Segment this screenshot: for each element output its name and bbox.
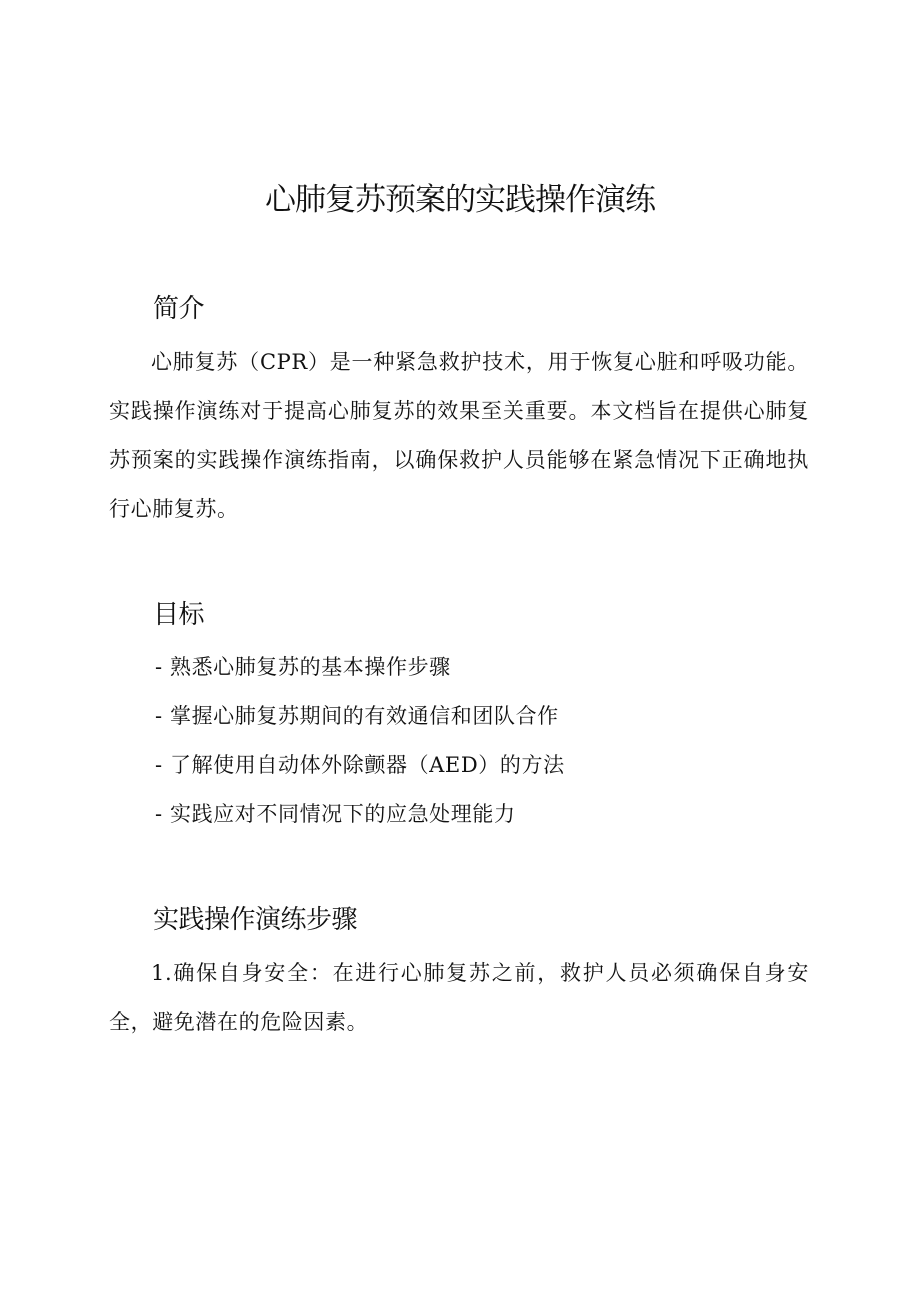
document-title: 心肺复苏预案的实践操作演练 <box>265 182 655 218</box>
list-item: - 掌握心肺复苏期间的有效通信和团队合作 <box>155 704 559 728</box>
section-heading-goals: 目标 <box>153 600 205 630</box>
intro-paragraph: 心肺复苏（CPR）是一种紧急救护技术，用于恢复心脏和呼吸功能。实践操作演练对于提高心肺复苏的效果至关重要。本文档旨在提供心肺复苏预案的实践操作演练指南，以确保救护人员能够在紧急情况下正确地执行心肺复苏。 <box>109 350 809 521</box>
list-item: - 实践应对不同情况下的应急处理能力 <box>155 802 516 826</box>
list-item: - 了解使用自动体外除颤器（AED）的方法 <box>155 753 565 777</box>
section-heading-intro: 简介 <box>153 294 205 324</box>
goal-list <box>155 643 565 839</box>
section-heading-steps: 实践操作演练步骤 <box>153 905 358 935</box>
list-item: - 熟悉心肺复苏的基本操作步骤 <box>155 655 451 679</box>
step-paragraph: 1.确保自身安全：在进行心肺复苏之前，救护人员必须确保自身安全，避免潜在的危险因素。 <box>109 961 809 1034</box>
